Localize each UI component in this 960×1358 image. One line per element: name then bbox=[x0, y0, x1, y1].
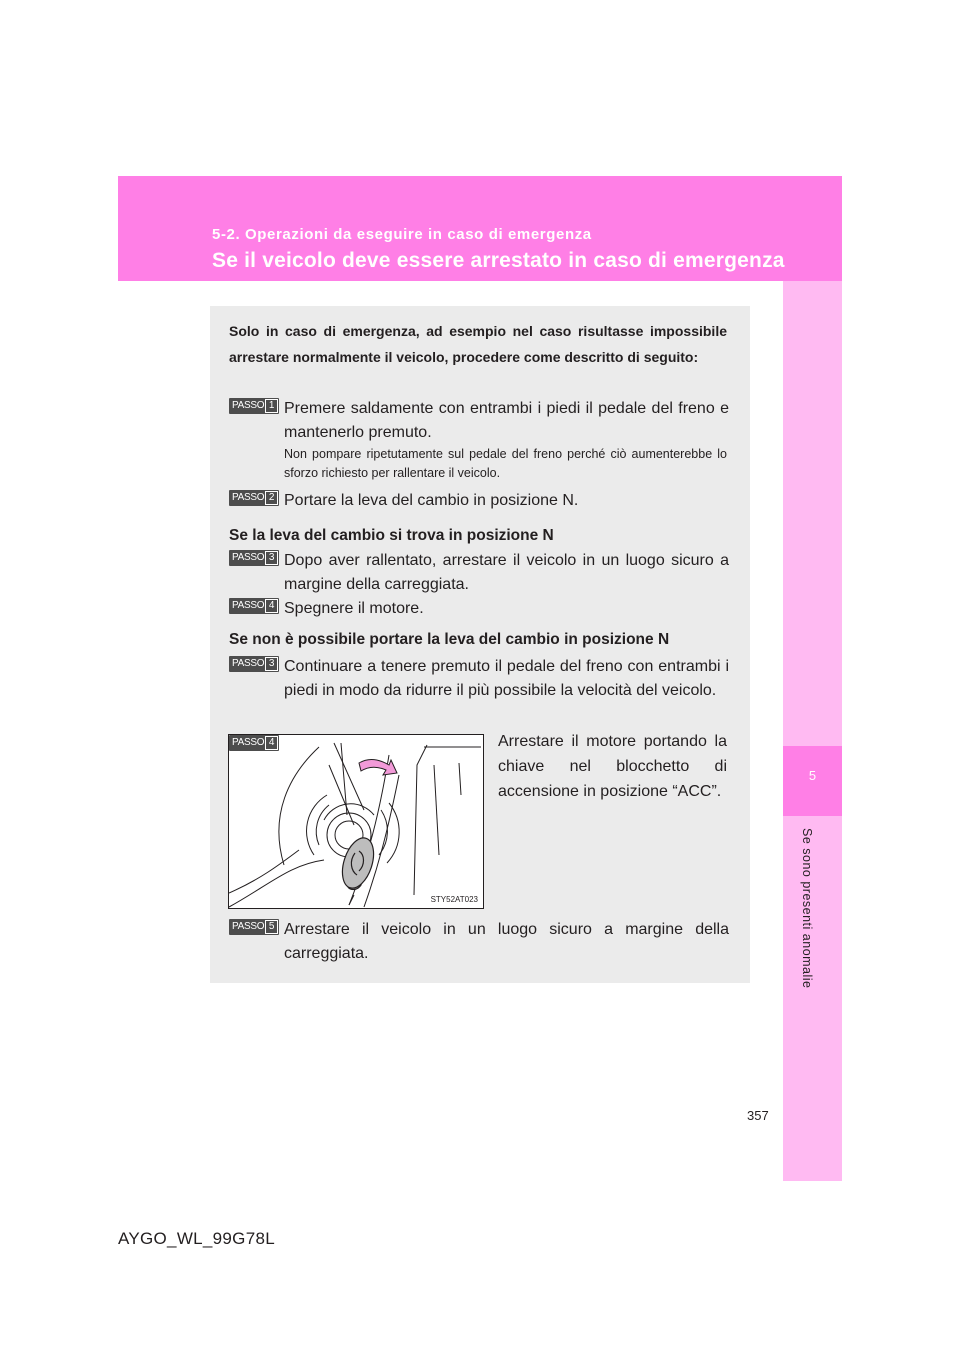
step-text: Premere saldamente con entrambi i piedi il pedale del freno e mantenerlo premuto. bbox=[284, 400, 729, 441]
figure-code: STY52AT023 bbox=[430, 895, 478, 904]
step-3-not-n bbox=[229, 655, 729, 703]
step-2 bbox=[229, 489, 729, 513]
document-code: AYGO_WL_99G78L bbox=[118, 1229, 275, 1248]
step-text: Spegnere il motore. bbox=[284, 600, 424, 617]
page-number: 357 bbox=[747, 1108, 769, 1123]
step-badge: PASSO 3 bbox=[229, 656, 279, 672]
chapter-label: Se sono presenti anomalie bbox=[800, 828, 814, 989]
step-1 bbox=[229, 397, 729, 445]
ignition-key-icon bbox=[229, 735, 483, 908]
step-text: Arrestare il veicolo in un luogo sicuro a margine della carreggiata. bbox=[284, 921, 729, 962]
step-badge: PASSO 5 bbox=[229, 919, 279, 935]
step-1-note: Non pompare ripetutamente sul pedale del freno perché ciò aumenterebbe lo sforzo richiesto per rallentare il veicolo. bbox=[284, 447, 727, 480]
step-text: Portare la leva del cambio in posizione N. bbox=[284, 492, 579, 509]
ignition-figure bbox=[228, 734, 484, 909]
step-text: Dopo aver rallentato, arrestare il veicolo in un luogo sicuro a margine della carreggiata. bbox=[284, 552, 729, 593]
section-heading: 5-2. Operazioni da eseguire in caso di emergenza bbox=[212, 226, 592, 243]
step-badge: PASSO 4 bbox=[229, 735, 279, 751]
chapter-number-tab[interactable]: 5 bbox=[783, 746, 842, 816]
subheading-in-n: Se la leva del cambio si trova in posizione N bbox=[229, 527, 554, 544]
step-3-n bbox=[229, 549, 729, 597]
step-badge: PASSO 4 bbox=[229, 598, 279, 614]
step-4-n bbox=[229, 597, 729, 621]
subheading-not-n: Se non è possibile portare la leva del cambio in posizione N bbox=[229, 631, 670, 648]
step-badge: PASSO 1 bbox=[229, 398, 279, 414]
step-text: Continuare a tenere premuto il pedale del freno con entrambi i piedi in modo da ridurre il più possibile la velocità del veicolo. bbox=[284, 658, 729, 699]
intro-text: Solo in caso di emergenza, ad esempio nel caso risultasse impossibile arrestare normalmente il veicolo, procedere come descritto di seguito: bbox=[229, 323, 727, 365]
step-badge: PASSO 3 bbox=[229, 550, 279, 566]
step-badge: PASSO 2 bbox=[229, 490, 279, 506]
page-title: Se il veicolo deve essere arrestato in caso di emergenza bbox=[212, 249, 785, 272]
step-4-text: Arrestare il motore portando la chiave nel blocchetto di accensione in posizione “ACC”. bbox=[498, 733, 727, 800]
step-5 bbox=[229, 918, 729, 966]
